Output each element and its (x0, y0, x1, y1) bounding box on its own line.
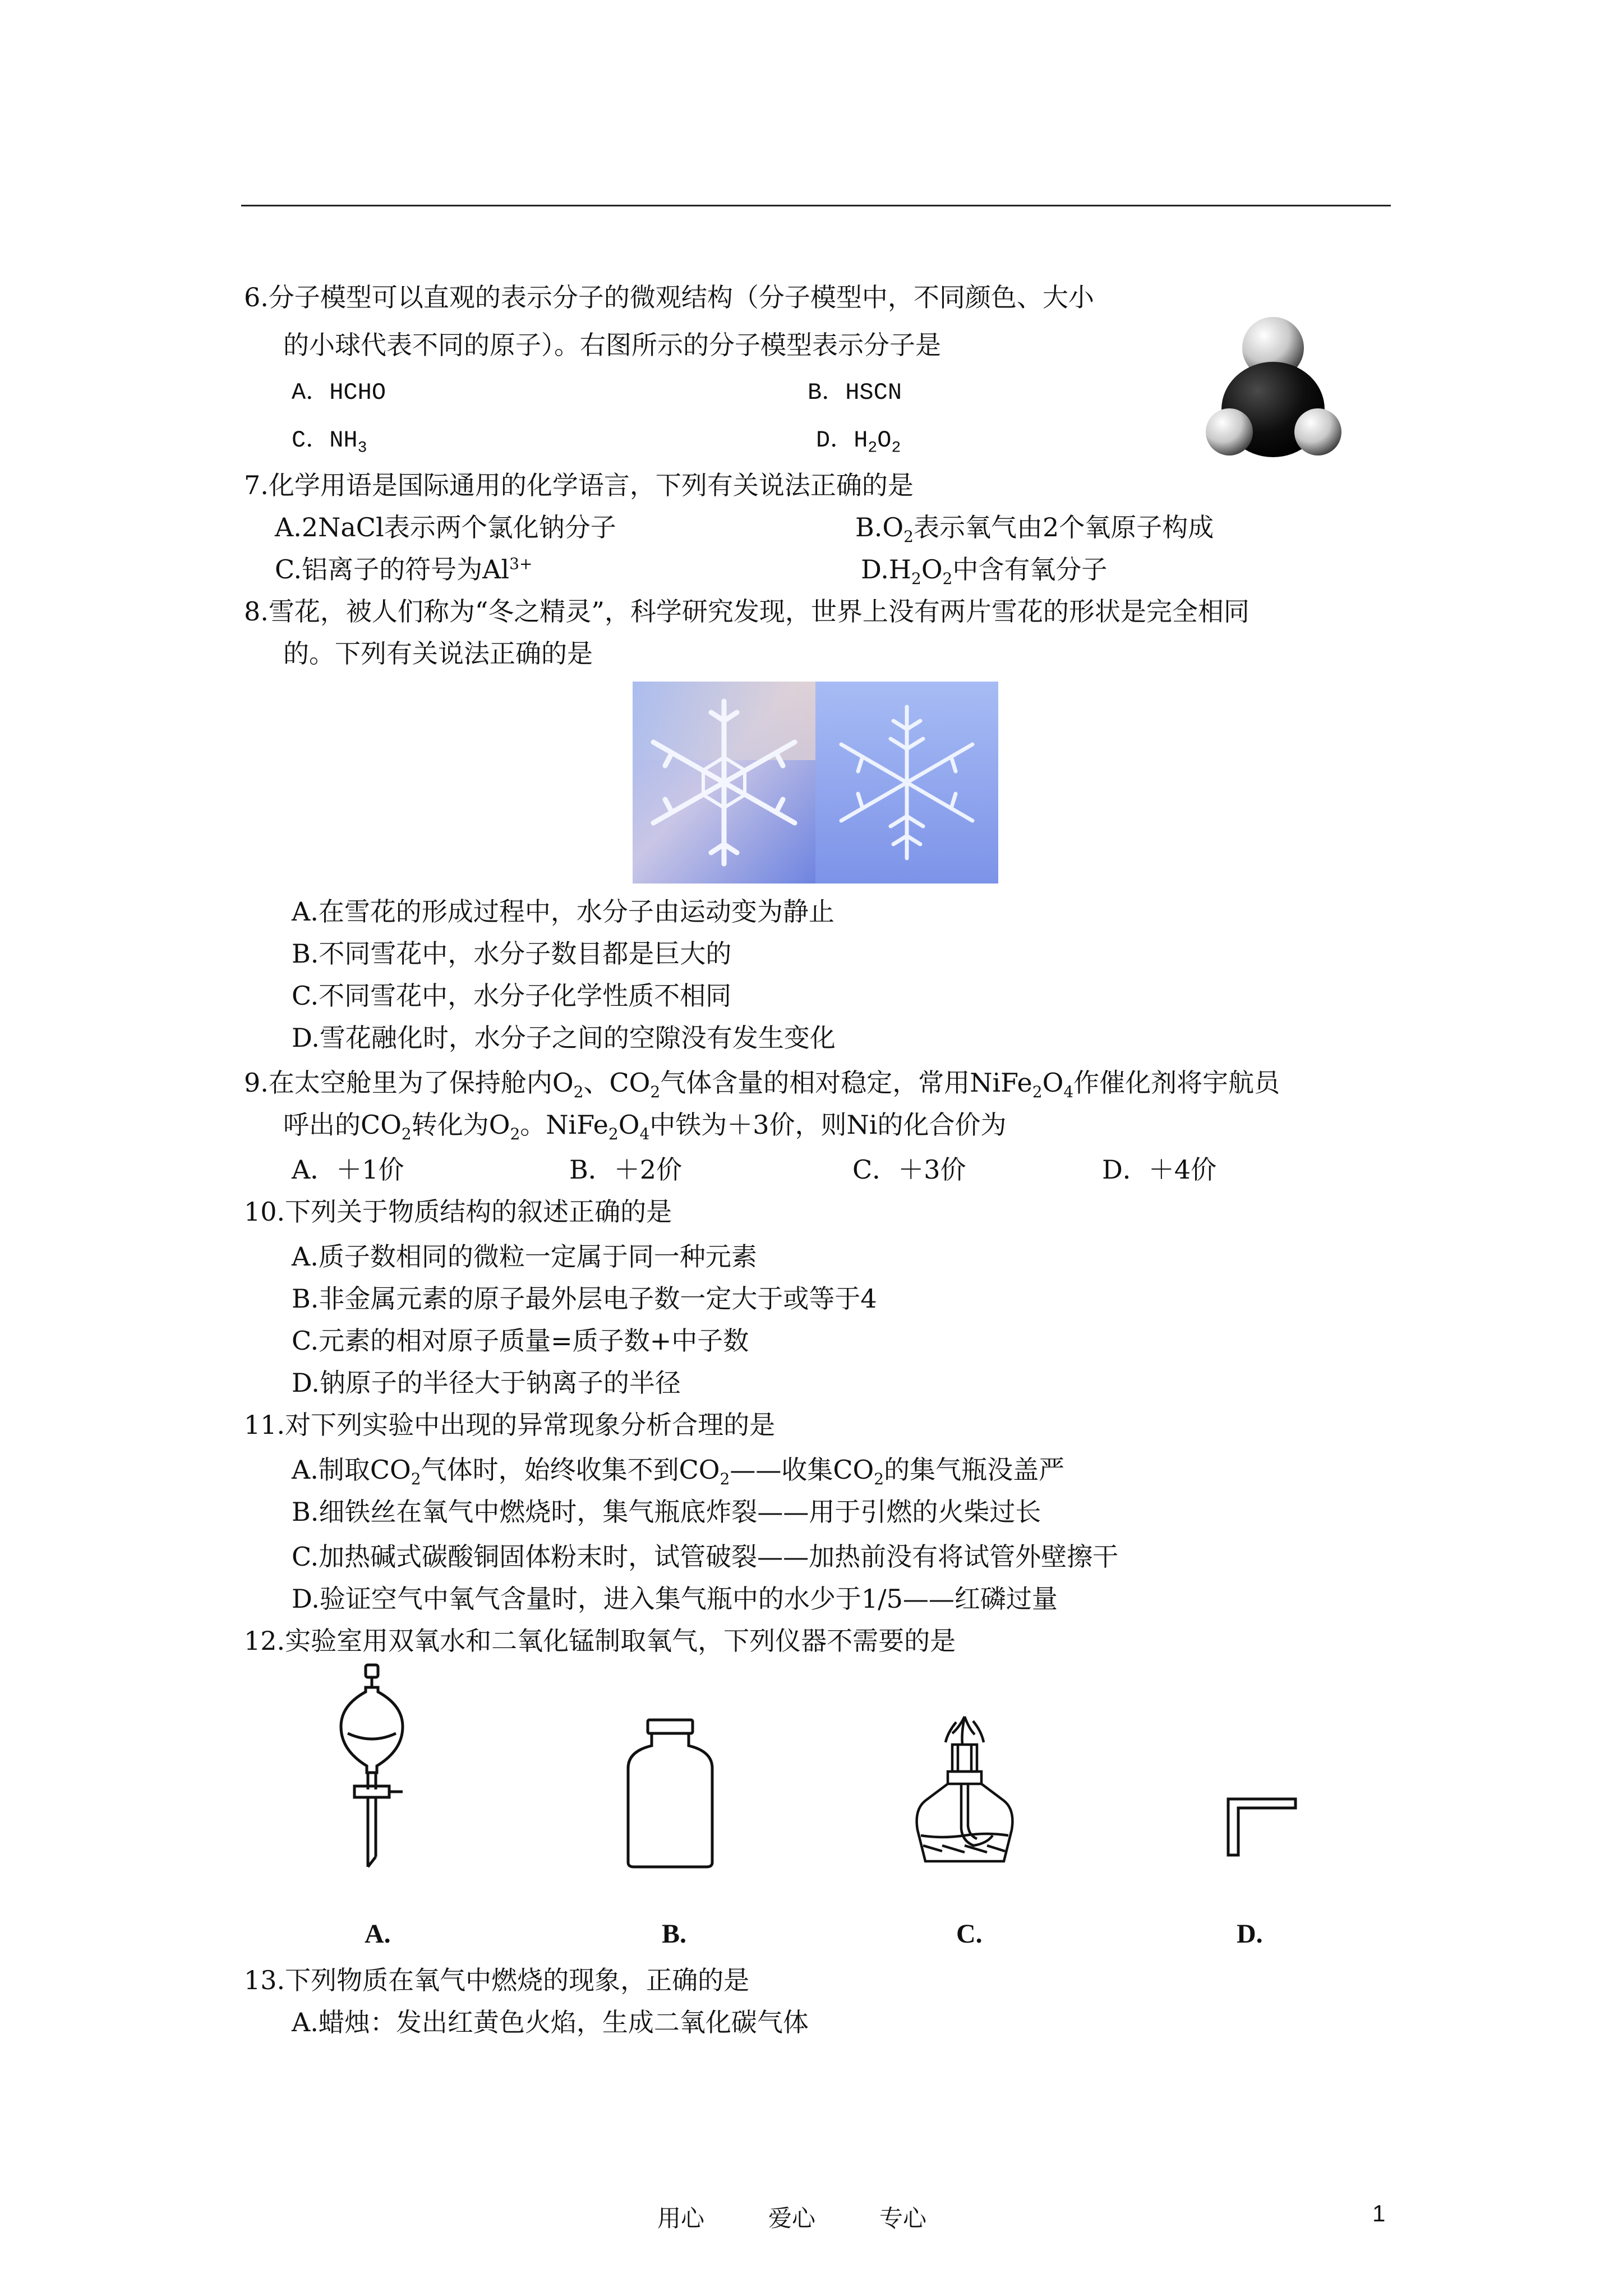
q8-stem-line1: 8.雪花，被人们称为“冬之精灵”，科学研究发现，世界上没有两片雪花的形状是完全相同 (244, 596, 1249, 627)
q6-stem-line1: 6.分子模型可以直观的表示分子的微观结构（分子模型中，不同颜色、大小 (244, 282, 1094, 312)
q9-option-c: C．＋3价 (852, 1154, 966, 1185)
q10-stem: 10.下列关于物质结构的叙述正确的是 (244, 1197, 672, 1227)
q13-stem: 13.下列物质在氧气中燃烧的现象，正确的是 (244, 1965, 750, 1995)
q11-option-a: A.制取$CO_2$气体时，始终收集不到$CO_2——$收集$CO_2$的集气瓶没盖严 (292, 1455, 1065, 1489)
q9-option-a: A．＋1价 (292, 1154, 404, 1185)
q11-option-b: B.细铁丝在氧气中燃烧时，集气瓶底炸裂——用于引燃的火柴过长 (292, 1497, 1041, 1527)
q12-label-c: C. (956, 1919, 983, 1949)
q12-label-a: A. (365, 1919, 391, 1949)
q8-option-a: A.在雪花的形成过程中，水分子由运动变为静止 (292, 896, 834, 927)
q13-option-a: A.蜡烛：发出红黄色火焰，生成二氧化碳气体 (292, 2007, 809, 2037)
q11-stem: 11.对下列实验中出现的异常现象分析合理的是 (244, 1410, 776, 1440)
q11-option-d: D.验证空气中氧气含量时，进入集气瓶中的水少于1/5——红磷过量 (292, 1584, 1058, 1614)
separatory-funnel-icon (331, 1660, 415, 1874)
right-atom (1294, 408, 1341, 455)
header-rule (241, 205, 1391, 206)
q9-option-b: B．＋2价 (569, 1154, 683, 1185)
q10-option-c: C.元素的相对原子质量=质子数+中子数 (292, 1326, 749, 1356)
q7-stem: 7.化学用语是国际通用的化学语言，下列有关说法正确的是 (244, 470, 914, 500)
q6-option-b: B．HSCN (808, 379, 902, 406)
footer-word-2: 爱心 (768, 2205, 816, 2232)
footer-word-1: 用心 (657, 2205, 705, 2232)
q12-label-b: B. (662, 1919, 687, 1949)
q8-stem-line2: 的。下列有关说法正确的是 (283, 638, 593, 669)
q12-stem: 12.实验室用双氧水和二氧化锰制取氧气，下列仪器不需要的是 (244, 1626, 956, 1656)
footer-word-3: 专心 (879, 2205, 927, 2232)
q6-option-c: C．$NH_3$ (292, 427, 367, 457)
q11-option-c: C.加热碱式碳酸铜固体粉末时，试管破裂——加热前没有将试管外壁擦干 (292, 1542, 1119, 1572)
molecule-model-image (1200, 303, 1352, 466)
q6-option-a: A．HCHO (292, 379, 386, 406)
q9-stem-line1: 9.在太空舱里为了保持舱内$O_2$、$CO_2$气体含量的相对稳定，常用$NiFe_2O_4$作催化剂将宇航员 (244, 1068, 1280, 1102)
gas-collecting-bottle-icon (623, 1717, 718, 1871)
q6-option-d: D．$H_2O_2$ (816, 427, 901, 457)
q10-option-a: A.质子数相同的微粒一定属于同一种元素 (292, 1241, 757, 1272)
snowflake-photos (633, 682, 998, 884)
q9-option-d: D．＋4价 (1102, 1154, 1217, 1185)
q8-option-b: B.不同雪花中，水分子数目都是巨大的 (292, 938, 732, 969)
q10-option-b: B.非金属元素的原子最外层电子数一定大于或等于4 (292, 1283, 877, 1314)
page-number: 1 (1372, 2200, 1386, 2226)
bent-glass-tube-icon (1223, 1792, 1301, 1865)
left-atom (1206, 408, 1253, 455)
q7-option-d: $D.H_2O_2$中含有氧分子 (861, 554, 1108, 588)
q7-option-c: C.铝离子的符号为$Al^{3+}$ (275, 554, 533, 585)
q12-label-d: D. (1237, 1919, 1263, 1949)
q9-stem-line2: 呼出的$CO_2$转化为$O_2$。$NiFe_2O_4$中铁为＋3价，则Ni的化合价为 (283, 1110, 1007, 1144)
alcohol-lamp-icon (909, 1711, 1021, 1874)
q10-option-d: D.钠原子的半径大于钠离子的半径 (292, 1368, 681, 1398)
q8-option-c: C.不同雪花中，水分子化学性质不相同 (292, 981, 732, 1011)
q7-option-a: A.2NaCl表示两个氯化钠分子 (275, 512, 616, 542)
q7-option-b: $B.O_2$表示氧气由2个氧原子构成 (855, 512, 1214, 546)
q8-option-d: D.雪花融化时，水分子之间的空隙没有发生变化 (292, 1023, 836, 1053)
q6-stem-line2: 的小球代表不同的原子）。右图所示的分子模型表示分子是 (283, 330, 941, 360)
